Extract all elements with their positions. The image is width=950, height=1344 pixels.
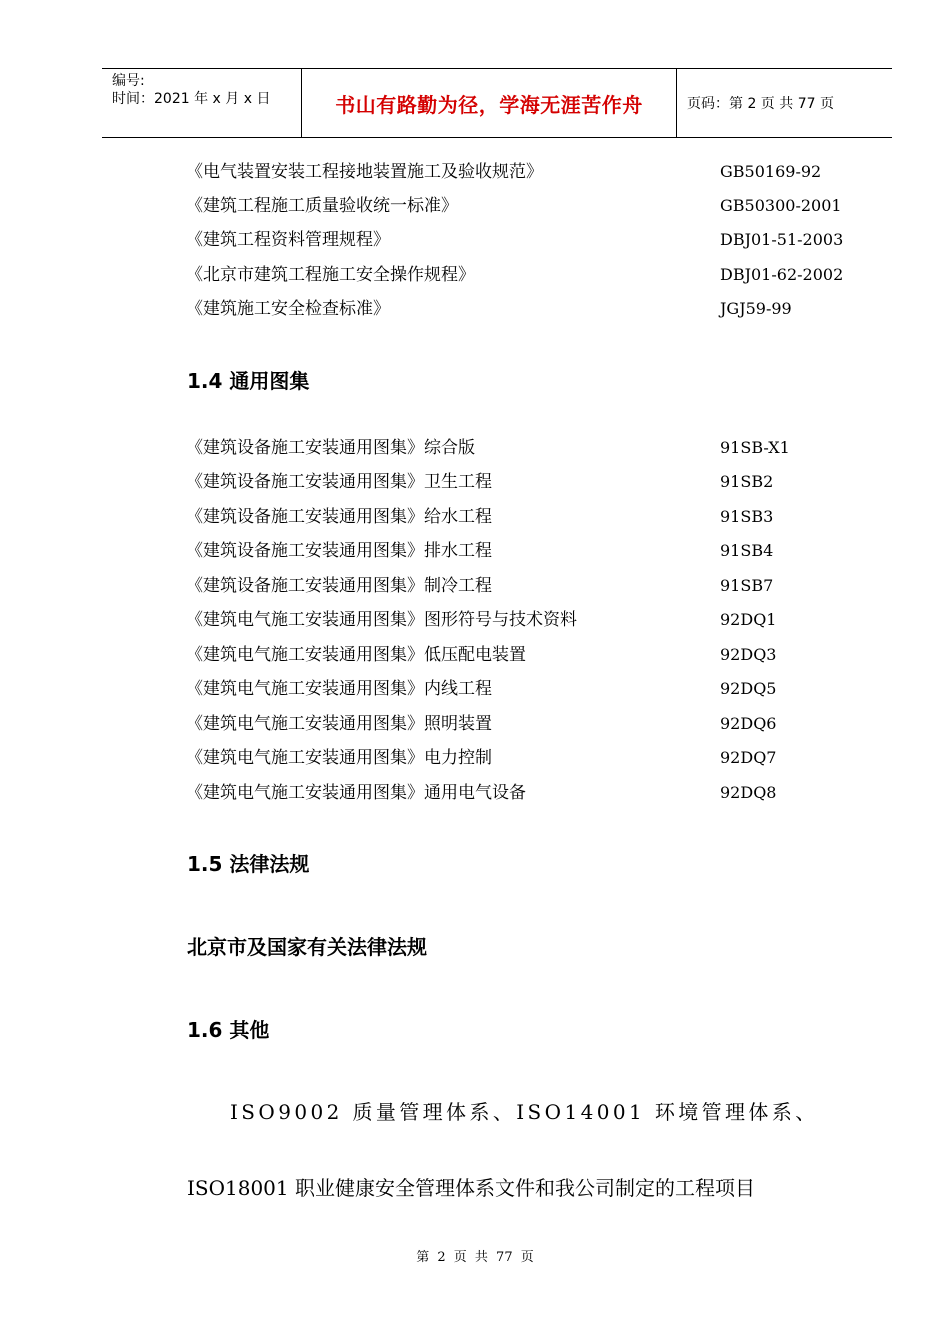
atlas-item (186, 743, 886, 773)
atlas-item (186, 502, 886, 532)
page-footer: 第 2 页 共 77 页 (416, 1250, 534, 1265)
atlas-code: 91SB7 (720, 576, 774, 595)
atlas-item (186, 640, 886, 670)
standard-item (186, 157, 886, 187)
atlas-name: 《建筑设备施工安装通用图集》排水工程 (186, 541, 492, 561)
atlas-code: 92DQ5 (720, 679, 777, 698)
standard-name: 《电气装置安装工程接地装置施工及验收规范》 (186, 162, 543, 182)
atlas-item (186, 709, 886, 739)
atlas-name: 《建筑电气施工安装通用图集》低压配电装置 (186, 645, 526, 665)
standard-item (186, 260, 886, 290)
atlas-name: 《建筑设备施工安装通用图集》卫生工程 (186, 472, 492, 492)
atlas-code: 92DQ3 (720, 645, 777, 664)
atlas-item (186, 433, 886, 463)
standard-name: 《建筑工程施工质量验收统一标准》 (186, 196, 458, 216)
header-meta (102, 69, 302, 137)
atlas-name: 《建筑设备施工安装通用图集》制冷工程 (186, 576, 492, 596)
header-motto: 书山有路勤为径，学海无涯苦作舟 (302, 69, 677, 137)
section-heading-1-4: 1.4 通用图集 (187, 369, 310, 393)
standard-item (186, 294, 886, 324)
atlas-item (186, 571, 886, 601)
atlas-item (186, 778, 886, 808)
atlas-item (186, 536, 886, 566)
standard-code: GB50169-92 (720, 162, 822, 181)
atlas-name: 《建筑电气施工安装通用图集》通用电气设备 (186, 783, 526, 803)
standard-code: JGJ59-99 (720, 299, 792, 318)
atlas-code: 92DQ7 (720, 748, 777, 767)
standard-code: DBJ01-51-2003 (720, 230, 844, 249)
atlas-item (186, 605, 886, 635)
atlas-item (186, 467, 886, 497)
atlas-code: 92DQ6 (720, 714, 777, 733)
section-heading-1-5: 1.5 法律法规 (187, 852, 310, 876)
paragraph-line: ISO9002 质量管理体系、ISO14001 环境管理体系、 (230, 1100, 819, 1124)
atlas-code: 91SB3 (720, 507, 774, 526)
standard-code: DBJ01-62-2002 (720, 265, 844, 284)
atlas-code: 91SB-X1 (720, 438, 790, 457)
atlas-name: 《建筑设备施工安装通用图集》给水工程 (186, 507, 492, 527)
paragraph-line: ISO18001 职业健康安全管理体系文件和我公司制定的工程项目 (187, 1176, 755, 1200)
standard-name: 《北京市建筑工程施工安全操作规程》 (186, 265, 475, 285)
atlas-code: 92DQ8 (720, 783, 777, 802)
atlas-code: 91SB4 (720, 541, 774, 560)
standard-code: GB50300-2001 (720, 196, 842, 215)
atlas-name: 《建筑电气施工安装通用图集》内线工程 (186, 679, 492, 699)
atlas-code: 91SB2 (720, 472, 774, 491)
atlas-item (186, 674, 886, 704)
standard-item (186, 191, 886, 221)
standard-name: 《建筑工程资料管理规程》 (186, 230, 390, 250)
section-subheading-laws: 北京市及国家有关法律法规 (187, 935, 427, 959)
standard-item (186, 225, 886, 255)
atlas-name: 《建筑电气施工安装通用图集》电力控制 (186, 748, 492, 768)
document-number-label: 编号: (112, 73, 145, 89)
atlas-name: 《建筑电气施工安装通用图集》图形符号与技术资料 (186, 610, 577, 630)
atlas-name: 《建筑电气施工安装通用图集》照明装置 (186, 714, 492, 734)
standard-name: 《建筑施工安全检查标准》 (186, 299, 390, 319)
page-header (102, 68, 892, 138)
header-page-number: 页码：第 2 页 共 77 页 (687, 96, 834, 112)
atlas-code: 92DQ1 (720, 610, 777, 629)
atlas-name: 《建筑设备施工安装通用图集》综合版 (186, 438, 475, 458)
document-date: 时间：2021 年 x 月 x 日 (112, 91, 271, 107)
section-heading-1-6: 1.6 其他 (187, 1018, 270, 1042)
